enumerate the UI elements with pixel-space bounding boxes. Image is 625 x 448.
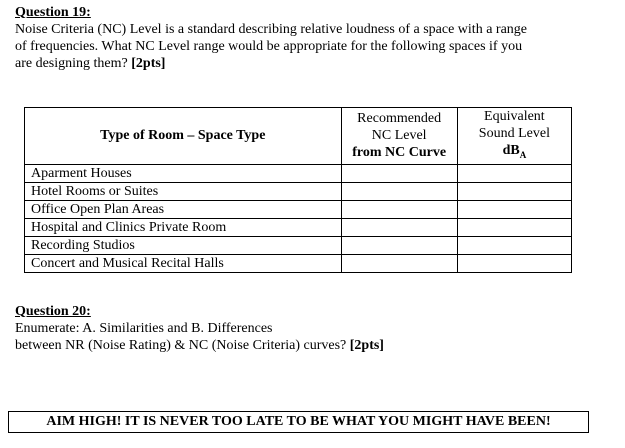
- table-row: [25, 236, 572, 254]
- nc-level-cell[interactable]: [341, 200, 457, 218]
- table-header-row: [25, 108, 572, 165]
- question-20-line-2: [15, 337, 384, 354]
- room-type-cell: Hospital and Clinics Private Room: [25, 218, 342, 236]
- nc-level-cell[interactable]: [341, 254, 457, 272]
- header-nc-line-3: from NC Curve: [352, 145, 447, 161]
- question-19-line-3: [15, 55, 527, 72]
- question-19-title: Question 19:: [15, 5, 91, 20]
- nc-level-cell[interactable]: [341, 164, 457, 182]
- table-row: [25, 254, 572, 272]
- header-nc-line-2: NC Level: [371, 128, 427, 144]
- dba-cell[interactable]: [457, 218, 571, 236]
- table-row: [25, 200, 572, 218]
- table-row: [25, 218, 572, 236]
- question-20-title: Question 20:: [15, 304, 91, 319]
- table-row: [25, 182, 572, 200]
- dba-cell[interactable]: [457, 200, 571, 218]
- question-19-line-1: Noise Criteria (NC) Level is a standard describing relative loudness of a space with a range: [15, 22, 527, 37]
- motto-banner: AIM HIGH! IT IS NEVER TOO LATE TO BE WHAT YOU MIGHT HAVE BEEN!: [8, 411, 589, 433]
- dba-cell[interactable]: [457, 254, 571, 272]
- room-type-cell: Recording Studios: [25, 236, 342, 254]
- header-nc-line-1: Recommended: [357, 111, 442, 127]
- header-db-unit: dB: [502, 143, 520, 158]
- dba-cell[interactable]: [457, 164, 571, 182]
- room-type-cell: Hotel Rooms or Suites: [25, 182, 342, 200]
- dba-cell[interactable]: [457, 182, 571, 200]
- header-db-line-3: [458, 142, 571, 164]
- table-row: [25, 164, 572, 182]
- room-type-cell: Office Open Plan Areas: [25, 200, 342, 218]
- question-19-line-3-text: are designing them?: [15, 56, 132, 71]
- question-19-points: [2pts]: [131, 56, 166, 71]
- nc-level-cell[interactable]: [341, 218, 457, 236]
- nc-level-cell[interactable]: [341, 236, 457, 254]
- question-20-points: [2pts]: [349, 338, 384, 353]
- nc-level-table: [24, 107, 572, 273]
- room-type-cell: Aparment Houses: [25, 164, 342, 182]
- question-19-text: [15, 21, 527, 72]
- header-room-type: Type of Room – Space Type: [25, 108, 342, 165]
- dba-cell[interactable]: [457, 236, 571, 254]
- header-db-line-2: Sound Level: [478, 126, 550, 141]
- question-19-line-2: of frequencies. What NC Level range would be appropriate for the following spaces if you: [15, 39, 523, 54]
- header-nc-level: [341, 108, 457, 165]
- question-20-line-1: Enumerate: A. Similarities and B. Differences: [15, 321, 273, 336]
- header-db-line-1: Equivalent: [484, 109, 545, 124]
- question-20-line-2-text: between NR (Noise Rating) & NC (Noise Criteria) curves?: [15, 338, 350, 353]
- nc-level-cell[interactable]: [341, 182, 457, 200]
- room-type-cell: Concert and Musical Recital Halls: [25, 254, 342, 272]
- header-db-subscript: A: [519, 149, 527, 160]
- header-sound-level: [457, 108, 571, 165]
- question-20-text: [15, 320, 384, 354]
